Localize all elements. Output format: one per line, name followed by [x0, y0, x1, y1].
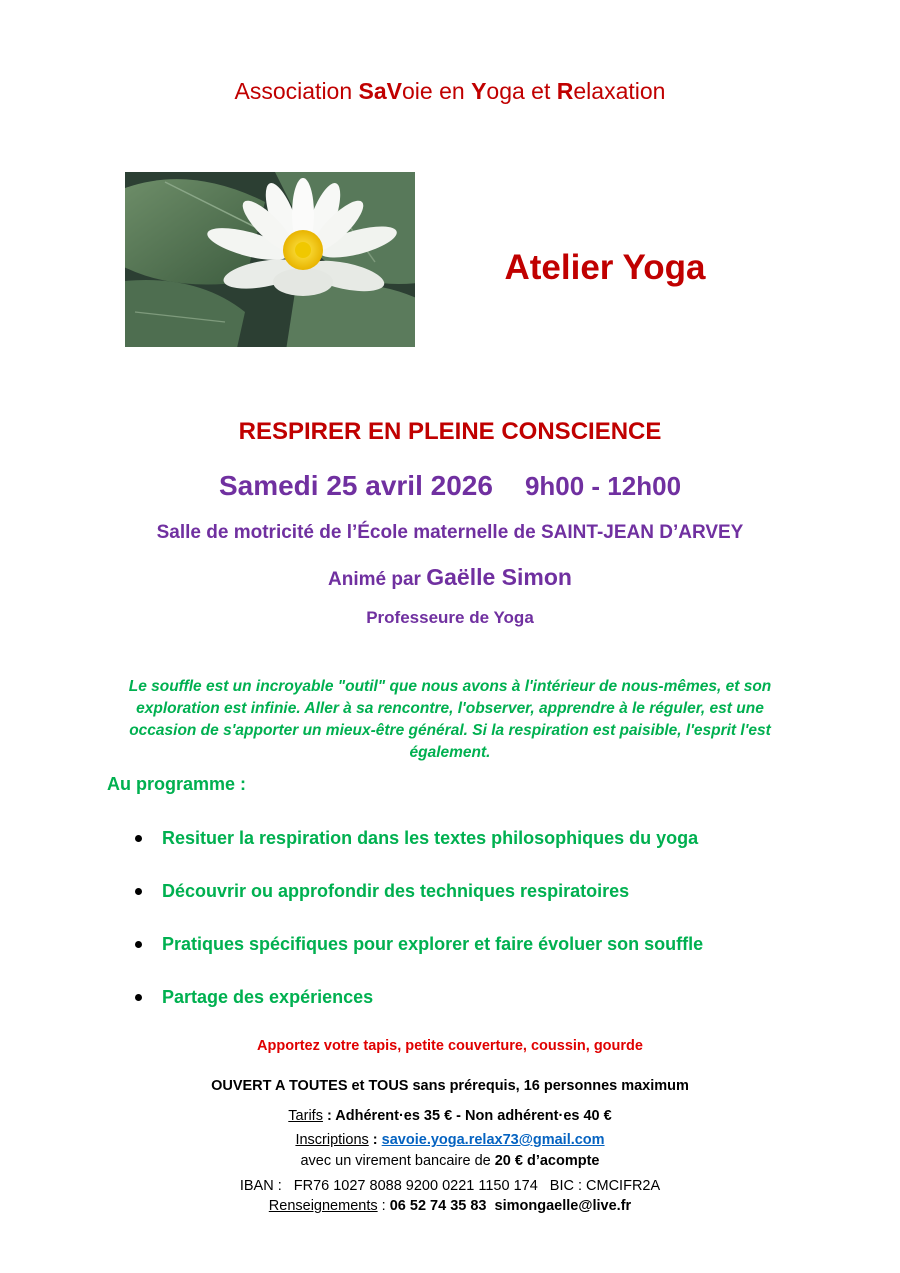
deposit-amount: 20 € d’acompte	[494, 1153, 600, 1169]
assoc-part-bold: Y	[471, 78, 487, 104]
registration-line	[0, 1132, 900, 1148]
contact-label: Renseignements	[268, 1198, 378, 1214]
contact-line	[0, 1198, 900, 1214]
iban-label: IBAN :	[239, 1178, 282, 1194]
pricing-line	[0, 1108, 900, 1124]
intro-paragraph: Le souffle est un incroyable "outil" que nous avons à l'intérieur de nous-mêmes, et son exploration est infinie. Aller à sa rencontre, l'observer, apprendre à le réguler, est une occasion de s'apporter un mieux-être général. Si la respiration est paisible, l'esprit l'est également.	[128, 678, 772, 761]
assoc-part-bold: R	[556, 78, 574, 104]
assoc-part: oga et	[486, 78, 557, 104]
assoc-part: elaxation	[573, 78, 666, 104]
program-item	[132, 826, 703, 879]
event-hours: 9h00 - 12h00	[524, 471, 682, 501]
event-theme: RESPIRER EN PLEINE CONSCIENCE	[238, 418, 662, 445]
deposit-line	[0, 1153, 900, 1169]
event-date: Samedi 25 avril 2026	[218, 470, 493, 501]
program-item	[132, 879, 703, 932]
animated-by-prefix: Animé par	[328, 569, 421, 590]
bring-list: Apportez votre tapis, petite couverture, coussin, gourde	[257, 1038, 643, 1054]
program-list	[132, 826, 703, 1038]
bank-details-line	[0, 1178, 900, 1194]
assoc-part: Association	[234, 78, 359, 104]
water-lily-photo	[125, 172, 415, 347]
teacher-title: Professeure de Yoga	[366, 608, 534, 627]
animated-by	[0, 564, 900, 591]
pricing-text: : Adhérent·es 35 € - Non adhérent·es 40 €	[322, 1108, 612, 1124]
event-date-time	[0, 470, 900, 502]
assoc-part: oie en	[402, 78, 472, 104]
event-title: Atelier Yoga	[504, 248, 706, 287]
bullet-icon	[135, 941, 142, 948]
contact-email: simongaelle@live.fr	[494, 1198, 632, 1214]
program-item-text: Pratiques spécifiques pour explorer et faire évoluer son souffle	[162, 934, 704, 954]
program-item-text: Partage des expériences	[162, 987, 374, 1007]
registration-email-link[interactable]: savoie.yoga.relax73@gmail.com	[381, 1132, 605, 1148]
registration-label: Inscriptions	[295, 1132, 369, 1148]
contact-sep: :	[377, 1198, 390, 1214]
registration-sep: :	[368, 1132, 382, 1148]
bullet-icon	[135, 994, 142, 1001]
pricing-label: Tarifs	[288, 1108, 323, 1124]
event-venue: Salle de motricité de l’École maternelle de SAINT-JEAN D’ARVEY	[156, 522, 744, 543]
open-to-notice: OUVERT A TOUTES et TOUS sans prérequis, 16 personnes maximum	[211, 1078, 689, 1094]
iban-value: FR76 1027 8088 9200 0221 1150 174	[293, 1178, 538, 1194]
program-item-text: Découvrir ou approfondir des techniques respiratoires	[162, 881, 630, 901]
bullet-icon	[135, 835, 142, 842]
program-item	[132, 932, 703, 985]
program-title: Au programme :	[107, 774, 247, 794]
contact-phone: 06 52 74 35 83	[389, 1198, 487, 1214]
teacher-name: Gaëlle Simon	[426, 564, 572, 590]
bullet-icon	[135, 888, 142, 895]
association-name	[0, 78, 900, 105]
assoc-part-bold: V	[386, 78, 403, 104]
bic-value: BIC : CMCIFR2A	[549, 1178, 661, 1194]
program-item-text: Resituer la respiration dans les textes philosophiques du yoga	[162, 828, 699, 848]
deposit-text: avec un virement bancaire de	[300, 1153, 495, 1169]
assoc-part-bold: Sa	[358, 78, 387, 104]
program-item	[132, 985, 703, 1038]
